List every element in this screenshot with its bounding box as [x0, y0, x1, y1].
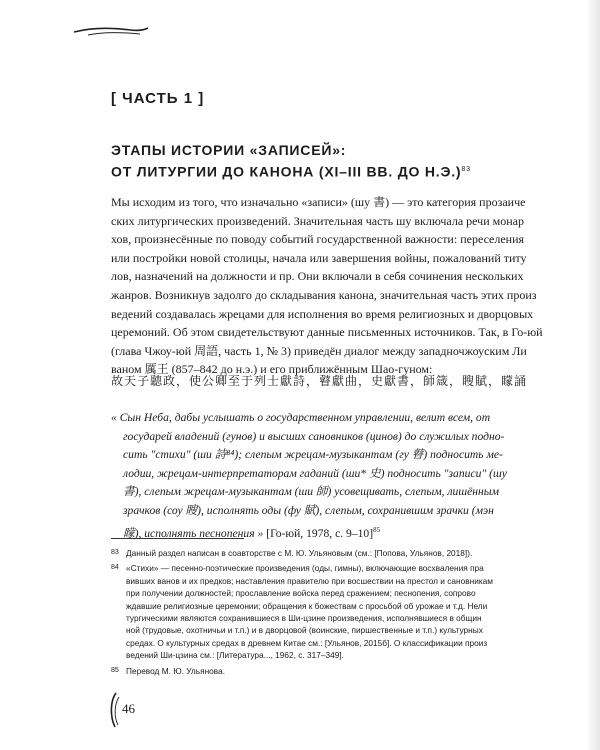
- footnote-line: при получении должностей; прославление войска перед сражением; песнопения, сопрово: [126, 588, 476, 599]
- body-line: лов, назначений на должности и пр. Они включали в себя сочинения нескольких: [111, 269, 524, 284]
- footnote-line: Данный раздел написан в соавторстве с М. Ю. Ульяновым (см.: [Попова, Ульянов, 2018]).: [126, 548, 473, 558]
- quote-line: 矇), исполнять песнопения »: [123, 526, 264, 540]
- quote-line: государей владений (гунов) и высших сановников (цинов) до служилых подно-: [123, 429, 505, 443]
- footnote-number: 83: [111, 549, 119, 556]
- body-line: Мы исходим из того, что изначально «записи» (шу 書) — это категория прозаиче: [111, 195, 526, 209]
- footnote-83: [111, 547, 581, 559]
- quote-last-line: [111, 521, 581, 543]
- body-line: ских литургических произведений. Значительная часть шу включала речи монар: [111, 213, 524, 228]
- footnote-line: ведений Ши-цзина см.: [Литература..., 1962, с. 317–349].: [126, 650, 344, 661]
- body-line: церемоний. Об этом свидетельствуют данные письменных источников. Так, в Го-юй: [111, 325, 543, 340]
- footnote-number: 84: [111, 564, 119, 572]
- body-line: хов, произнесённые по поводу событий государственной важности: переселения: [111, 232, 525, 247]
- body-line: (глава Чжоу-юй 周語, часть 1, № 3) приведён диалог между западночжоуским Ли: [111, 343, 527, 358]
- footnote-line: средах. О культурных средах в древнем Китае см.: [Ульянов, 2015б]. О классификации произ: [126, 637, 488, 648]
- footnote-line: вивших ванов и их предков; наставления правителю при восшествии на престол и сановникам: [126, 575, 493, 586]
- footnote-line: тургическими являются сохранившиеся в Ши-цзине произведения, исполнявшиеся в общин: [126, 613, 482, 624]
- footnote-ref-83: 83: [461, 166, 471, 173]
- footnote-divider: [111, 538, 244, 539]
- page-gutter-shadow: [586, 0, 600, 750]
- footnote-84: [111, 562, 581, 661]
- chapter-title: [111, 141, 581, 182]
- page-number-flourish-icon: [106, 691, 122, 729]
- quote-line: « Сын Неба, дабы услышать о государственном управлении, велит всем, от: [111, 411, 491, 424]
- footnote-number: 85: [111, 666, 119, 674]
- footnote-line: ной (трудовые, охотничьи и т.п.) и в дворцовой (воинские, пиршественные и т.п.) культурных: [126, 625, 483, 636]
- quote-line: 書), слепым жрецам-музыкантам (ши 師) усовещивать, слепым, лишённым: [123, 485, 499, 499]
- footnote-ref-85: 85: [373, 525, 381, 534]
- quote-line: сить "стихи" (ши 詩⁸⁴); слепым жрецам-музыкантам (гу 瞽) подносить ме-: [123, 448, 503, 462]
- body-line: или постройки новой столицы, начала или завершения войны, пожалований титу: [111, 250, 527, 265]
- chapter-title-line-1: ЭТАПЫ ИСТОРИИ «ЗАПИСЕЙ»:: [111, 142, 347, 158]
- footnote-line: «Стихи» — песенно-поэтические произведения (оды, гимны), включающие восхваления пра: [126, 563, 484, 574]
- quote-citation: [Го-юй, 1978, с. 9–10]: [266, 526, 374, 540]
- page-number: 46: [122, 701, 135, 716]
- decorative-flourish-icon: [70, 18, 150, 42]
- body-line: жанров. Возникнув задолго до складывания канона, значительная часть этих произ: [111, 287, 537, 302]
- translated-quote: [111, 409, 581, 543]
- footnote-line: ждавшие религиозные церемонии; обращения к божествам с просьбой об урожае и т.д. Нели: [126, 600, 488, 611]
- body-line: ведений создавалась жрецами для исполнения во время религиозных и дворцовых: [111, 306, 534, 321]
- chapter-title-line-2: [111, 160, 581, 182]
- quote-line: зрачков (соу 瞍), исполнять оды (фу 賦), слепым, сохранившим зрачки (мэн: [123, 503, 494, 517]
- chinese-source-quote: 故天子聽政，使公卿至于列士獻詩，瞽獻曲，史獻書，師箴，瞍賦，矇誦: [111, 374, 528, 388]
- footnotes: [111, 547, 581, 680]
- body-line: ваном 厲王 (857–842 до н.э.) и его приближённым Шао-гуном:: [111, 362, 433, 377]
- body-paragraph: [111, 193, 581, 379]
- chapter-title-line-2-text: ОТ ЛИТУРГИИ ДО КАНОНА (XI–III ВВ. ДО Н.Э.): [111, 163, 462, 180]
- part-label: [ ЧАСТЬ 1 ]: [111, 90, 205, 107]
- footnote-85: [111, 665, 581, 677]
- quote-line: лодии, жрецам-интерпретаторам гаданий (ши* 史) подносить "записи" (шу: [123, 466, 507, 480]
- footnote-line: Перевод М. Ю. Ульянова.: [126, 665, 226, 676]
